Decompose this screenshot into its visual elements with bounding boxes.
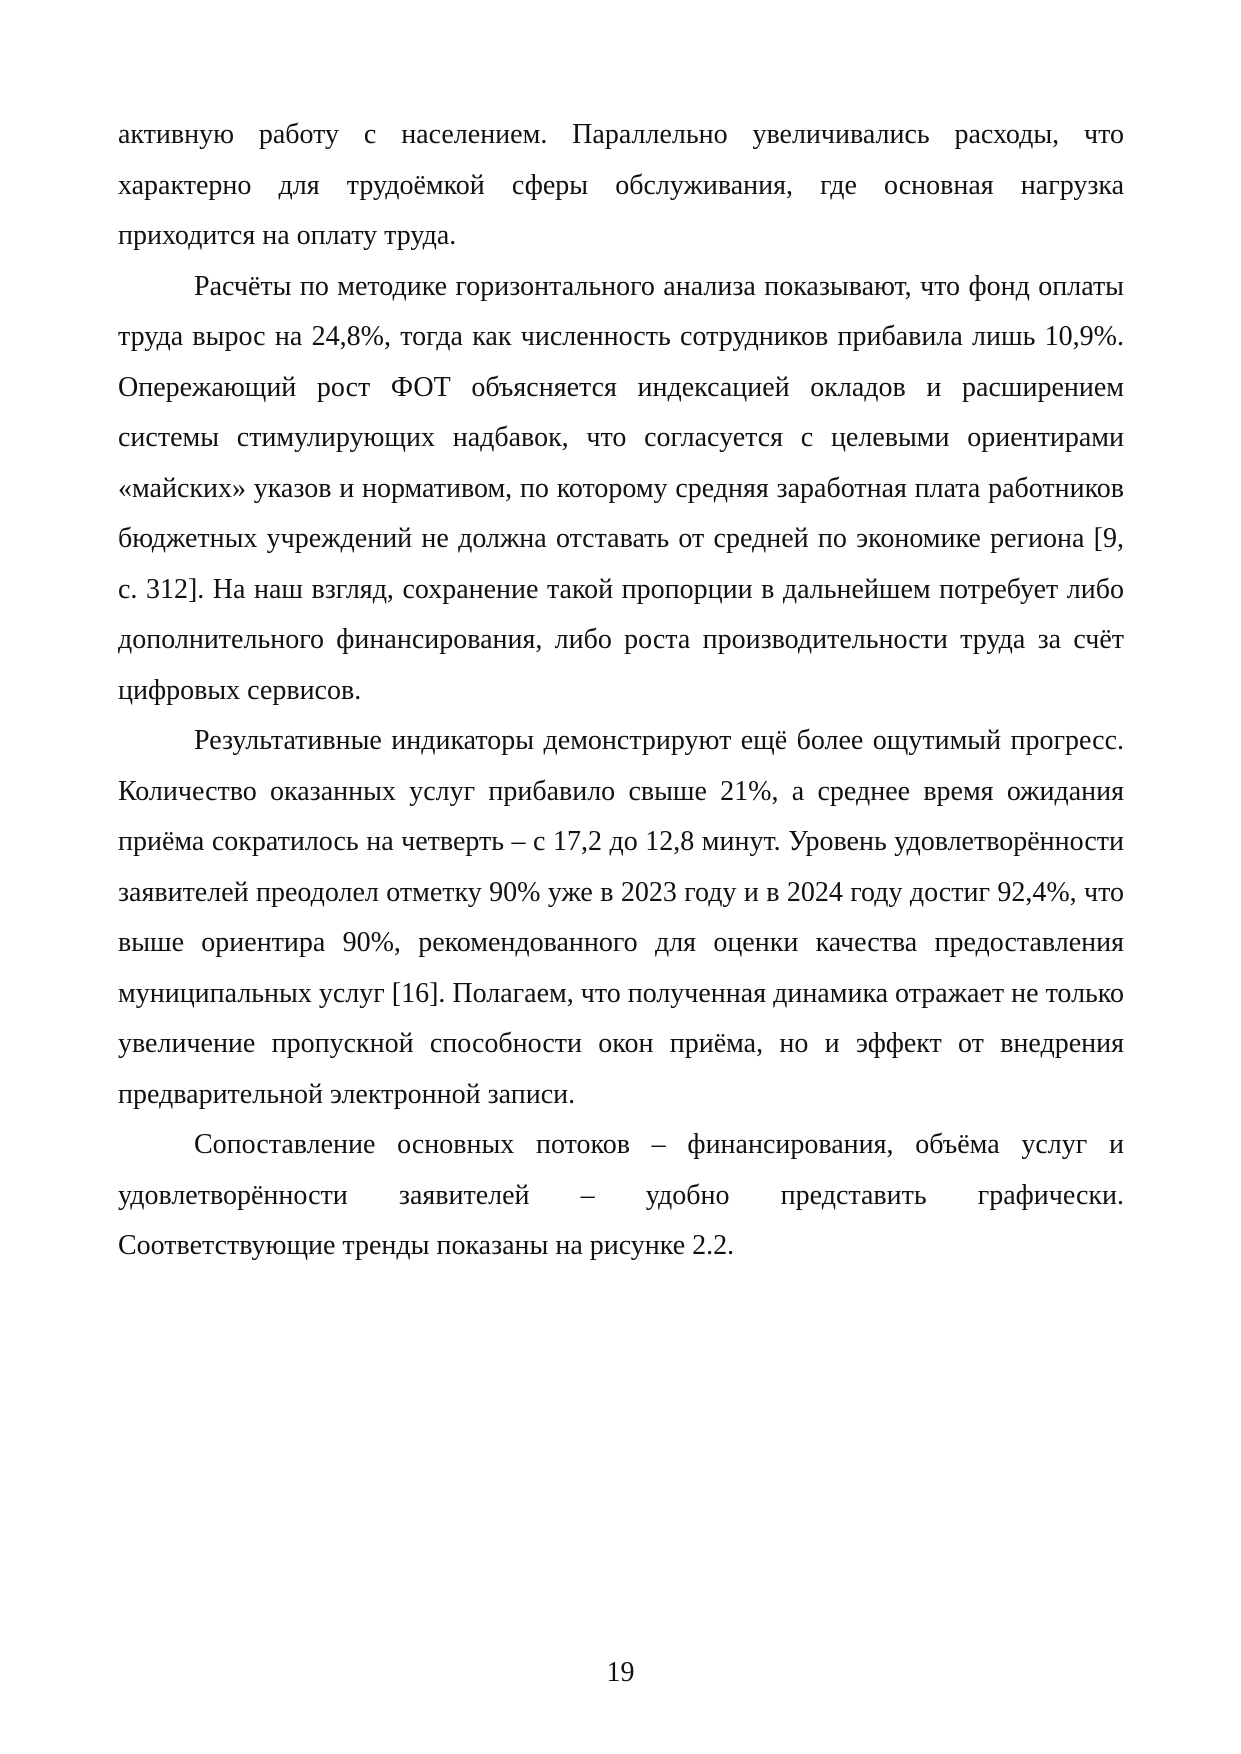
paragraph-performance-indicators: Результативные индикаторы демонстрируют ещё более ощутимый прогресс. Количество оказанных услуг прибавило свыше 21%, а среднее время ожидания приёма сократилось на четверть – с 17,2 до 12,8 минут. Уровень удовлетворённости заявителей преодолел отметку 90% уже в 2023 году и в 2024 году достиг 92,4%, что выше ориентира 90%, рекомендованного для оценки качества предоставления муниципальных услуг [16]. Полагаем, что полученная динамика отражает не только увеличение пропускной способности окон приёма, но и эффект от внедрения предварительной электронной записи. (118, 725, 1124, 1110)
paragraph-payroll-analysis: Расчёты по методике горизонтального анализа показывают, что фонд оплаты труда вырос на 24,8%, тогда как численность сотрудников прибавила лишь 10,9%. Опережающий рост ФОТ объясняется индексацией окладов и расширением системы стимулирующих надбавок, что согласуется с целевыми ориентирами «майских» указов и нормативом, по которому средняя заработная плата работников бюджетных учреждений не должна отставать от средней по экономике региона [9, с. 312]. На наш взгляд, сохранение такой пропорции в дальнейшем потребует либо дополнительного финансирования, либо роста производительности труда за счёт цифровых сервисов. (118, 270, 1124, 706)
page-number: 19 (606, 1657, 635, 1688)
body-text (118, 110, 1124, 1272)
paragraph-figure-reference: Сопоставление основных потоков – финансирования, объёма услуг и удовлетворённости заявителей – удобно представить графически. Соответствующие тренды показаны на рисунке 2.2. (118, 1129, 1124, 1261)
paragraph-continuation: активную работу с населением. Параллельно увеличивались расходы, что характерно для трудоёмкой сферы обслуживания, где основная нагрузка приходится на оплату труда. (118, 119, 1124, 251)
